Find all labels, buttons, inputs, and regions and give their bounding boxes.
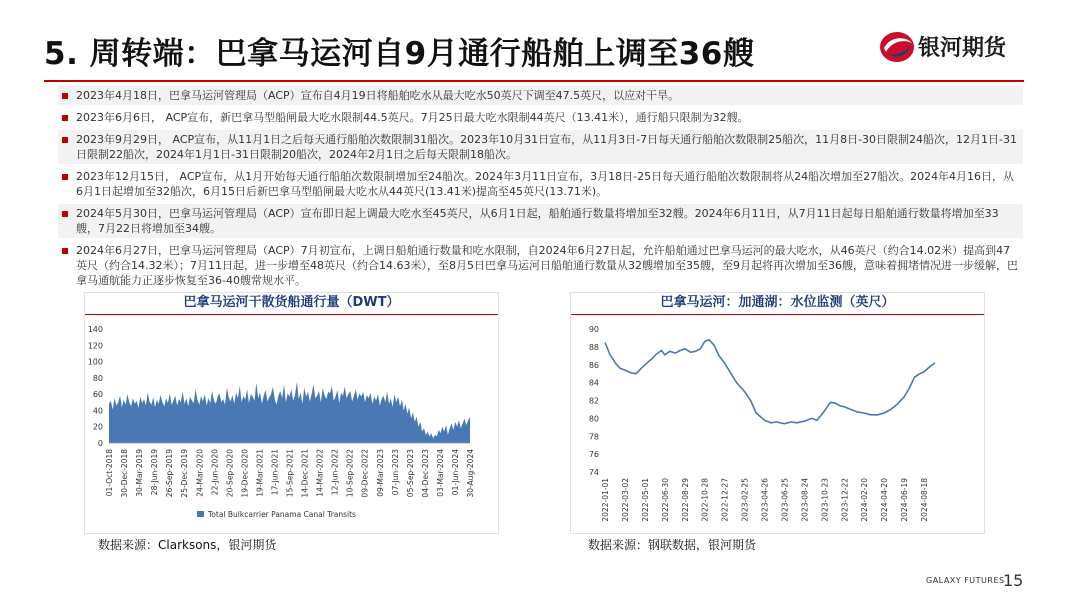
y-tick-label: 76 (588, 450, 599, 460)
x-tick-label: 2024-08-18 (920, 478, 930, 522)
x-tick-label: 2023-10-23 (820, 478, 830, 522)
bullet-text: 2024年6月27日，巴拿马运河管理局（ACP）7月初宣布，上调日船舶通行数量和吃水限制，自2024年6月27日起，允许船舶通过巴拿马运河的最大吃水，从46英尺（约合14.02米）提高到47英尺（约合14.32米）；7月11日起，进一步增至48英尺（约合14.63米），至8月5日巴拿马运河日船舶通行数量从32艘增加至35艘，至9月起将再次增加至36艘，意味着拥堵情况进一步缓解，巴拿马通航能力正逐步恢复至36-40艘常规水平。 (76, 244, 1018, 287)
y-tick-label: 120 (87, 341, 103, 351)
x-tick-label: 30-Mar-2019 (135, 449, 145, 497)
y-tick-label: 84 (588, 378, 599, 388)
x-tick-label: 2022-05-01 (640, 478, 650, 522)
x-tick-label: 2023-12-22 (840, 478, 850, 522)
x-tick-label: 2023-06-25 (780, 478, 790, 522)
bullet-item (58, 86, 1023, 105)
company-logo (878, 30, 1038, 64)
footer-brand: GALAXY FUTURES (926, 576, 1005, 585)
x-tick-label: 10-Sep-2022 (345, 449, 355, 498)
y-tick-label: 40 (92, 406, 103, 416)
bullet-square-icon (62, 115, 68, 121)
x-tick-label: 26-Sep-2019 (165, 449, 175, 498)
gatun-lake-chart-panel (570, 292, 985, 534)
bullet-square-icon (62, 137, 68, 143)
y-tick-label: 60 (92, 390, 103, 400)
x-tick-label: 2024-06-19 (900, 478, 910, 522)
bullet-square-icon (62, 211, 68, 217)
chart-title: 巴拿马运河：加通湖：水位监测（英尺） (660, 295, 895, 310)
x-tick-label: 2023-08-24 (800, 478, 810, 522)
x-tick-label: 30-Aug-2024 (466, 449, 475, 498)
x-tick-label: 09-Mar-2023 (375, 449, 385, 497)
x-tick-label: 2022-01-01 (601, 478, 610, 522)
y-tick-label: 86 (588, 360, 599, 370)
page-number: 15 (1003, 571, 1024, 590)
x-tick-label: 2022-10-28 (700, 478, 710, 522)
x-tick-label: 14-Mar-2022 (315, 449, 325, 497)
series-line (605, 340, 935, 424)
logo-text: 银河期货 (918, 36, 1007, 61)
bullet-square-icon (62, 93, 68, 99)
x-tick-label: 17-Jun-2021 (270, 449, 280, 496)
x-tick-label: 2022-12-27 (720, 478, 730, 522)
page-title: 5. 周转端：巴拿马运河自9月通行船舶上调至36艘 (44, 36, 755, 72)
x-tick-label: 14-Dec-2021 (300, 449, 310, 498)
bullet-square-icon (62, 174, 68, 180)
bulk-transits-area-chart (85, 315, 498, 533)
galaxy-logo-icon (878, 30, 916, 64)
x-tick-label: 04-Dec-2023 (420, 449, 430, 498)
x-tick-label: 01-Jun-2024 (450, 449, 460, 496)
x-tick-label: 09-Dec-2022 (360, 449, 370, 498)
x-tick-label: 30-Dec-2018 (120, 449, 130, 498)
chart-source-right: 数据来源：钢联数据，银河期货 (588, 538, 757, 552)
y-tick-label: 20 (92, 422, 103, 432)
chart-title: 巴拿马运河干散货船通行量（DWT） (183, 295, 400, 310)
x-tick-label: 24-Mar-2020 (195, 449, 205, 497)
y-tick-label: 82 (588, 396, 599, 406)
y-tick-label: 0 (97, 439, 103, 448)
x-tick-label: 25-Dec-2019 (180, 449, 190, 498)
title-divider (44, 80, 1024, 82)
x-tick-label: 2023-04-26 (760, 478, 770, 522)
x-tick-label: 2023-02-25 (740, 478, 750, 522)
y-tick-label: 90 (588, 325, 599, 334)
x-tick-label: 2024-04-20 (880, 478, 890, 522)
x-tick-label: 2022-06-30 (660, 478, 670, 522)
bullet-text: 2024年5月30日，巴拿马运河管理局（ACP）宣布即日起上调最大吃水至45英尺，从6月1日起，船舶通行数量将增加至32艘。2024年6月11日，从7月11日起每日船舶通行数量将增加至33艘，7月22日将增加至34艘。 (76, 207, 999, 235)
x-tick-label: 2022-08-29 (680, 478, 690, 522)
bullet-item (58, 108, 1023, 127)
x-tick-label: 2024-02-20 (860, 478, 870, 522)
x-tick-label: 2022-03-02 (620, 478, 630, 522)
bullet-text: 2023年12月15日， ACP宣布，从1月开始每天通行船舶次数限制增加至24船次。2024年3月11日宣布，3月18日-25日每天通行船舶次数限制将从24船次增加至27船次。2024年4月16日，从 6月1日起增加至32船次，6月15日后新巴拿马型船闸最大吃水从44英尺(13.41米)提高至45英尺(13.71米)。 (76, 170, 1015, 198)
gatun-lake-line-chart (571, 315, 984, 533)
bullet-text: 2023年9月29日， ACP宣布，从11月1日之后每天通行船舶次数限制31船次。2023年10月31日宣布，从11月3日-7日每天通行船舶次数限制25船次，11月8日-30日限制24船次，12月1日-31日限制22船次，2024年1月1日-31日限制20船次，2024年2月1日之后每天限制18船次。 (76, 133, 1017, 161)
bulk-transits-chart-panel (84, 292, 499, 534)
legend-label: Total Bulkcarrier Panama Canal Transits (208, 510, 356, 519)
x-tick-label: 19-Dec-2020 (240, 449, 250, 498)
bullet-list (58, 86, 1023, 293)
x-tick-label: 03-Mar-2024 (435, 449, 445, 497)
bullet-item (58, 204, 1023, 238)
x-tick-label: 19-Mar-2021 (255, 449, 265, 497)
legend-swatch (197, 511, 204, 517)
y-tick-label: 80 (92, 373, 103, 383)
x-tick-label: 15-Sep-2021 (285, 449, 295, 498)
y-tick-label: 74 (588, 468, 599, 477)
chart-source-left: 数据来源：Clarksons，银河期货 (98, 538, 277, 552)
bullet-item (58, 241, 1023, 290)
y-tick-label: 88 (588, 342, 599, 352)
bullet-item (58, 167, 1023, 201)
bullet-text: 2023年6月6日， ACP宣布，新巴拿马型船闸最大吃水限制44.5英尺。7月25日最大吃水限制44英尺（13.41米），通行船只限制为32艘。 (76, 111, 749, 124)
x-tick-label: 12-Jun-2022 (330, 449, 340, 496)
y-tick-label: 80 (588, 414, 599, 424)
y-tick-label: 78 (588, 432, 599, 442)
x-tick-label: 22-Jun-2020 (210, 449, 220, 496)
y-tick-label: 100 (87, 357, 103, 367)
x-tick-label: 20-Sep-2020 (225, 449, 235, 498)
x-tick-label: 07-Jun-2023 (390, 449, 400, 496)
bullet-square-icon (62, 248, 68, 254)
x-tick-label: 01-Oct-2018 (105, 449, 114, 497)
x-tick-label: 05-Sep-2023 (405, 449, 415, 498)
bullet-text: 2023年4月18日，巴拿马运河管理局（ACP）宣布自4月19日将船舶吃水从最大吃水50英尺下调至47.5英尺，以应对干旱。 (76, 89, 680, 102)
bullet-item (58, 130, 1023, 164)
x-tick-label: 28-Jun-2019 (150, 449, 160, 496)
series-area (109, 382, 470, 443)
y-tick-label: 140 (87, 325, 103, 334)
